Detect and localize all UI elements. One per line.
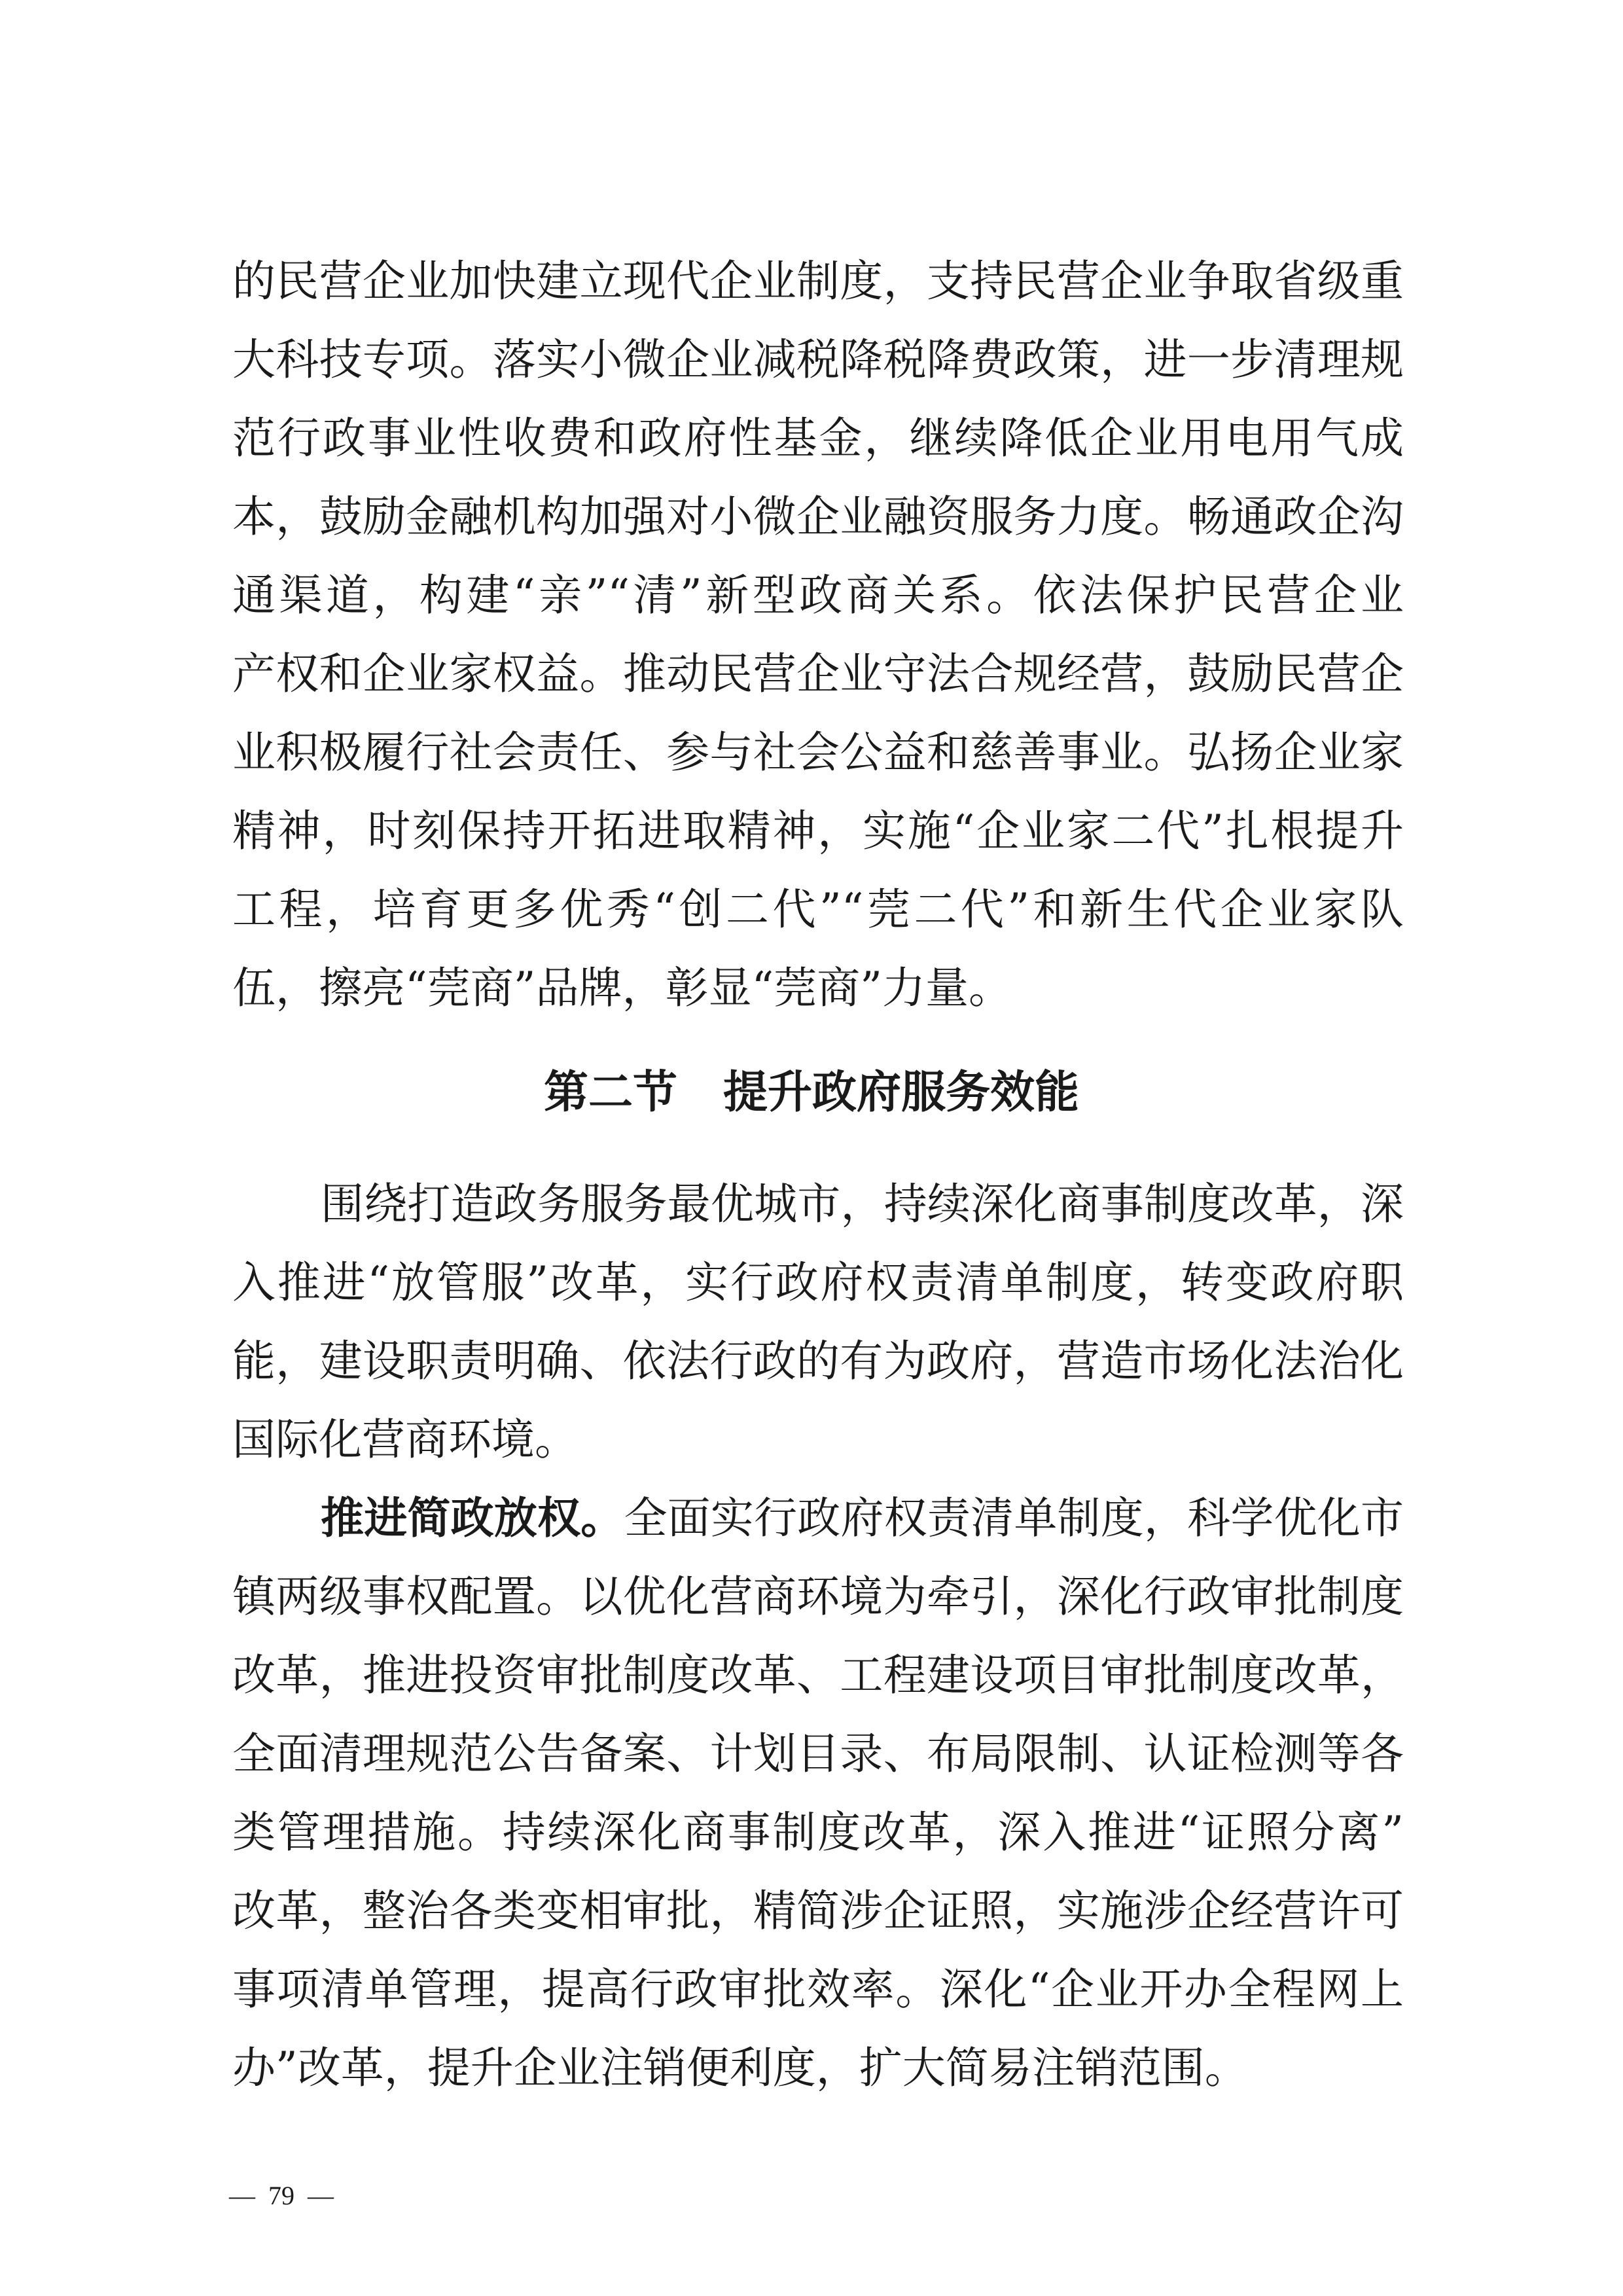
page-number-value: 79 [268,2181,294,2210]
text-line: 伍，擦亮“莞商”品牌，彰显“莞商”力量。 [232,963,1012,1013]
text-line: 通渠道，构建“亲”“清”新型政商关系。依法保护民营企业 [232,570,1404,620]
text-line: 改革，推进投资审批制度改革、工程建设项目审批制度改革， [232,1650,1404,1700]
text-line: 全面清理规范公告备案、计划目录、布局限制、认证检测等各 [232,1729,1404,1779]
section-number: 第二节 [543,1067,677,1119]
text-line: 类管理措施。持续深化商事制度改革，深入推进“证照分离” [232,1807,1404,1857]
text-line: 事项清单管理，提高行政审批效率。深化“企业开办全程网上 [232,1964,1404,2015]
text-line: 业积极履行社会责任、参与社会公益和慈善事业。弘扬企业家 [232,727,1404,778]
text-line: 改革，整治各类变相审批，精简涉企证照，实施涉企经营许可 [232,1886,1404,1936]
text-line: 范行政事业性收费和政府性基金，继续降低企业用电用气成 [232,413,1404,463]
text-line: 入推进“放管服”改革，实行政府权责清单制度，转变政府职 [232,1257,1404,1308]
text-line: 能，建设职责明确、依法行政的有为政府，营造市场化法治化 [232,1336,1404,1386]
text-line [321,1479,1404,1558]
text-line: 办”改革，提升企业注销便利度，扩大简易注销范围。 [232,2043,1248,2093]
section-title: 提升政府服务效能 [723,1067,1080,1119]
text-line: 产权和企业家权益。推动民营企业守法合规经营，鼓励民营企 [232,649,1404,699]
text-line: 工程，培育更多优秀“创二代”“莞二代”和新生代企业家队 [232,884,1404,935]
text-line: 的民营企业加快建立现代企业制度，支持民营企业争取省级重 [232,256,1404,306]
page-number-dash-right: — [308,2181,334,2210]
text-line: 大科技专项。落实小微企业减税降税降费政策，进一步清理规 [232,334,1404,385]
text-line: 本，鼓励金融机构加强对小微企业融资服务力度。畅通政企沟 [232,492,1404,542]
text-line: 围绕打造政务服务最优城市，持续深化商事制度改革，深 [321,1179,1404,1229]
page-number-dash-left: — [229,2181,255,2210]
section-heading [0,1054,1623,1132]
text-line: 精神，时刻保持开拓进取精神，实施“企业家二代”扎根提升 [232,806,1404,856]
paragraph-first-line-rest: 全面实行政府权责清单制度，科学优化市 [624,1493,1404,1543]
page-number [223,2176,340,2215]
text-line: 镇两级事权配置。以优化营商环境为牵引，深化行政审批制度 [232,1571,1404,1622]
paragraph-lead: 推进简政放权。 [321,1493,624,1543]
text-line: 国际化营商环境。 [232,1414,578,1465]
